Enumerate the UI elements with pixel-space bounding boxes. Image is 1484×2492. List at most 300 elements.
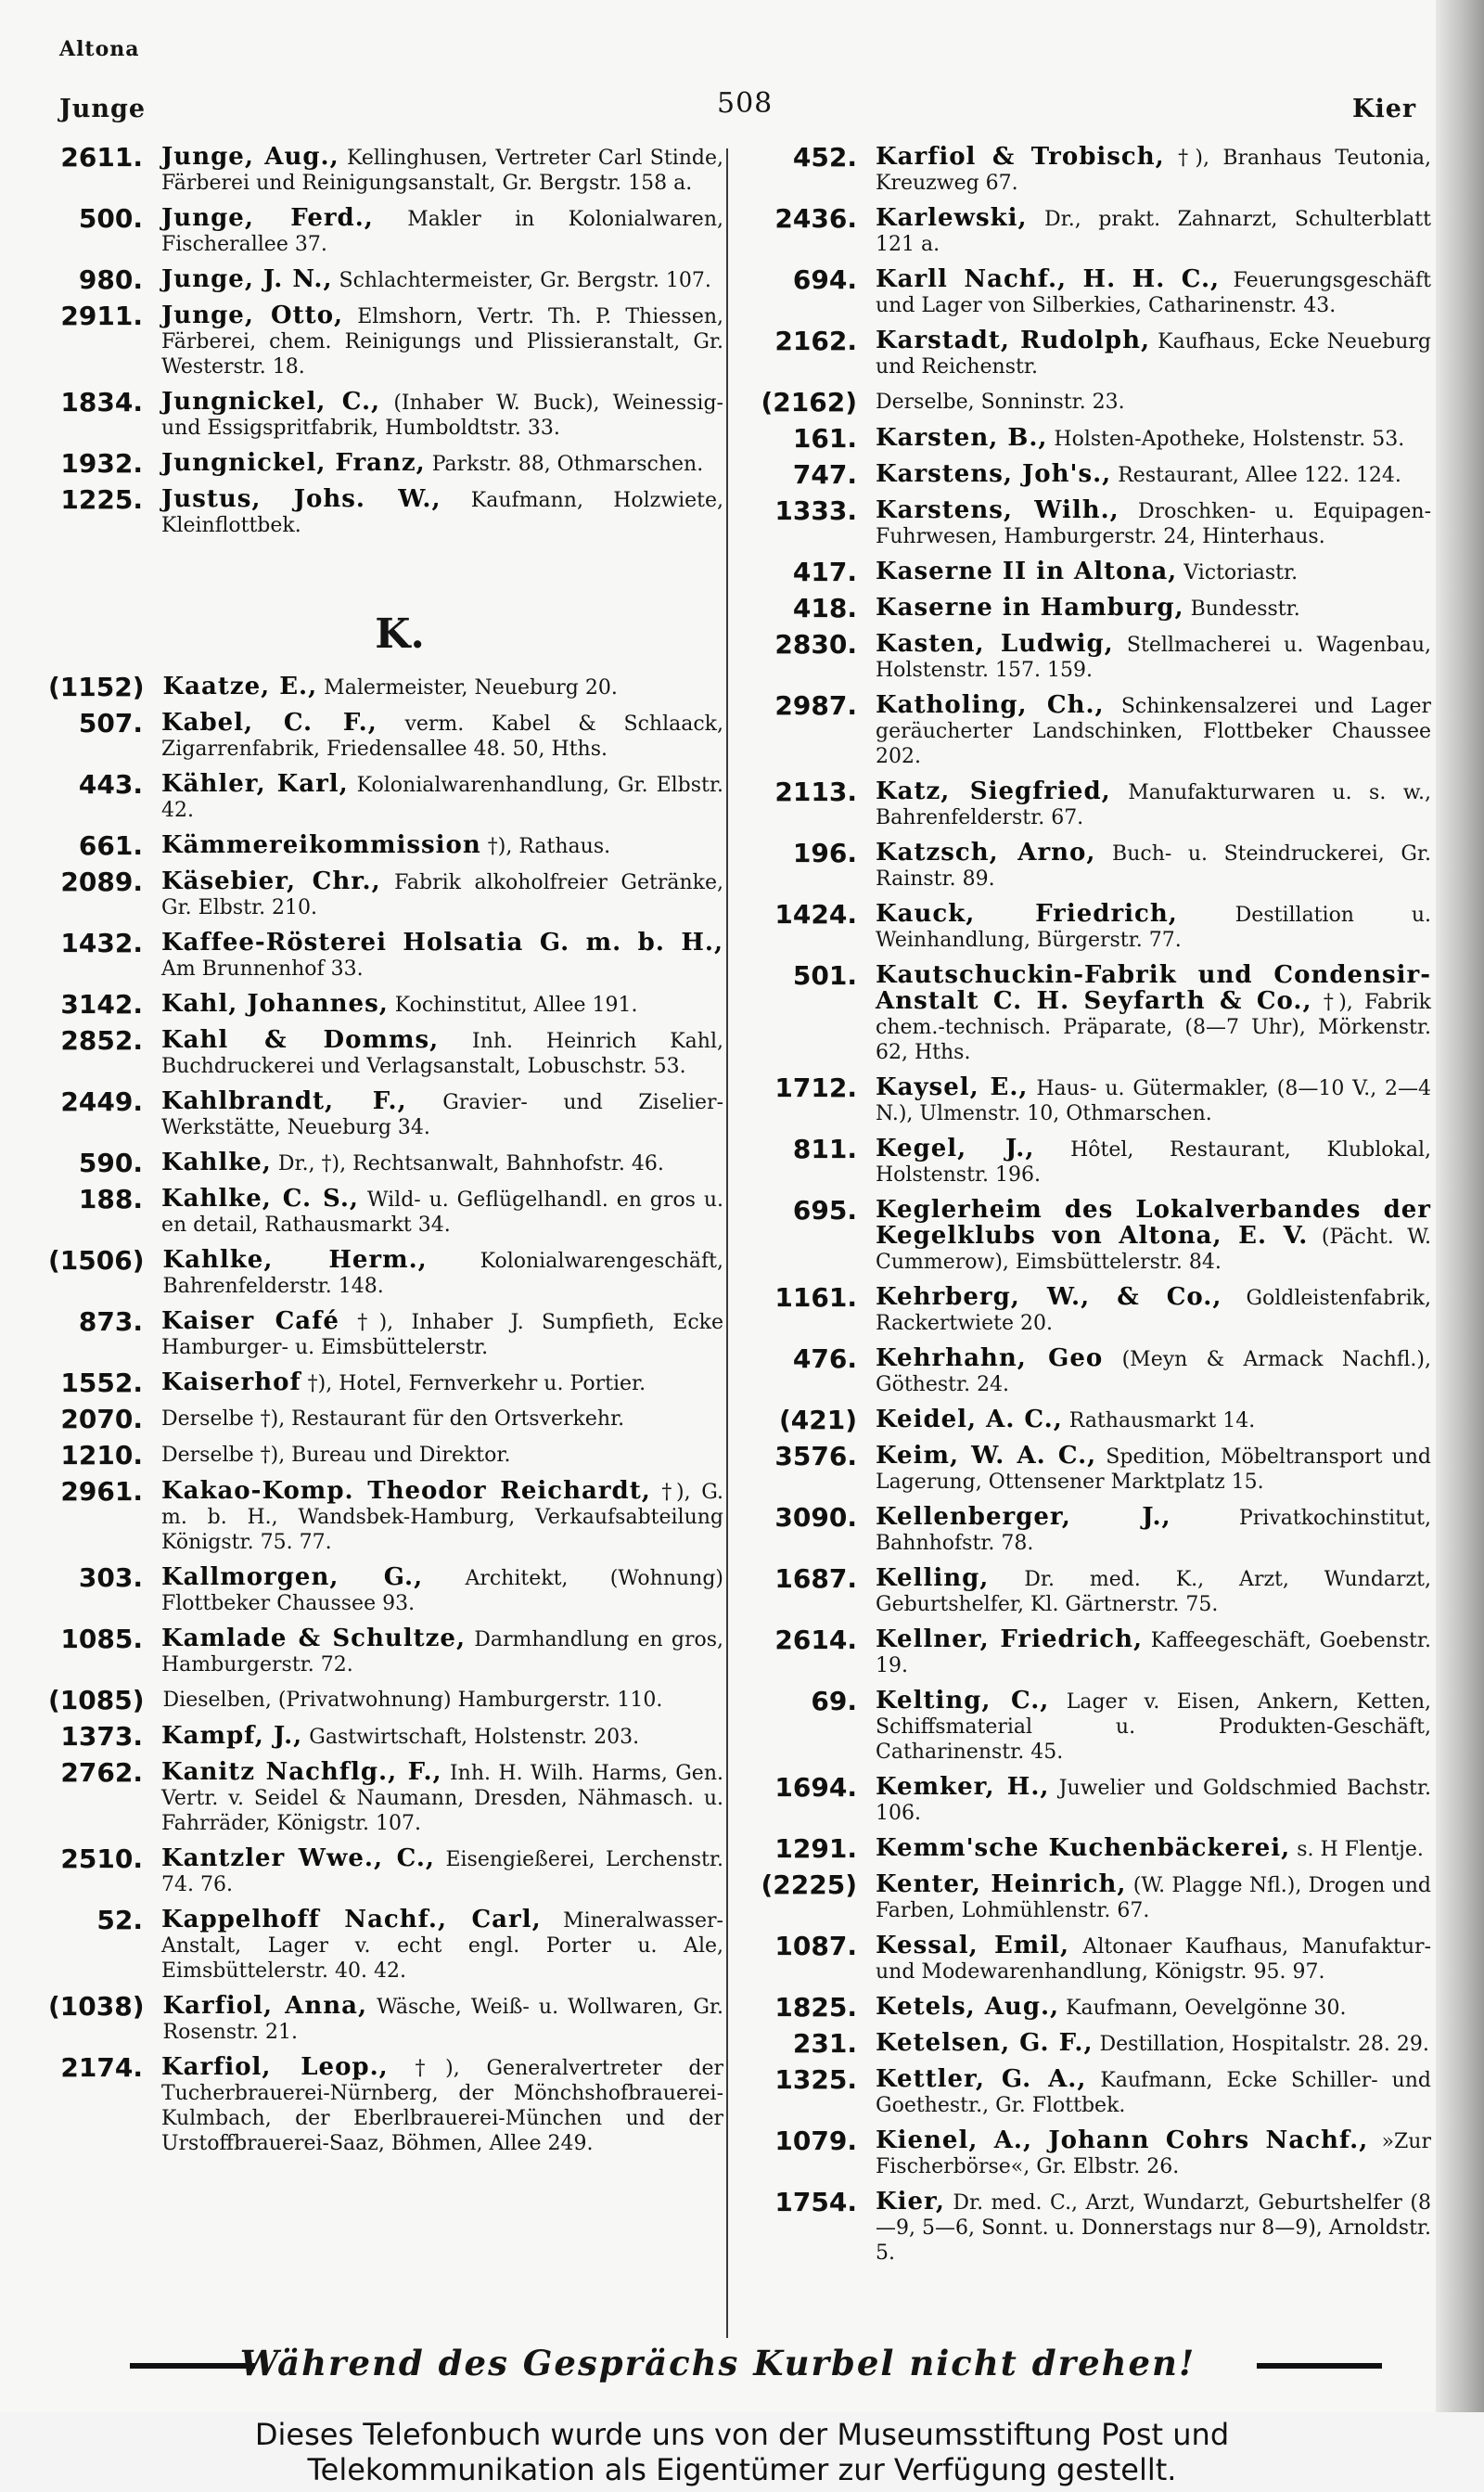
entry-body — [161, 145, 723, 196]
entry-details: Kaufmann, Holzwiete, Kleinflottbek. — [161, 489, 723, 537]
credit-line-2: Telekommunikation als Eigentümer zur Verfügung gestellt. — [307, 2452, 1177, 2487]
entry-name: Katholing, Ch., — [876, 691, 1105, 719]
entry-details: Stellmacherei u. Wagenbau, Holstenstr. 157. 159. — [876, 634, 1431, 682]
entry-name: Karfiol, Anna, — [162, 1992, 368, 2020]
entry-body — [876, 2067, 1431, 2118]
directory-entry — [48, 869, 723, 920]
phone-number: 1079. — [774, 2126, 857, 2156]
phone-number: 1161. — [774, 1282, 857, 1313]
entry-body — [161, 869, 723, 920]
phone-number: 2510. — [60, 1843, 143, 1874]
entry-body — [161, 992, 723, 1018]
entry-name: Kemker, H., — [876, 1773, 1050, 1801]
directory-entry — [48, 1476, 723, 1555]
entry-name: Kehrberg, W., & Co., — [876, 1283, 1222, 1311]
directory-entry — [759, 960, 1431, 1065]
directory-entry — [48, 1721, 723, 1752]
directory-entry — [48, 674, 723, 700]
directory-entry — [48, 448, 723, 479]
entry-name: Kienel, A., Johann Cohrs Nachf., — [876, 2126, 1369, 2154]
entry-details: Feuerungsgeschäft und Lager von Silberkies, Catharinenstr. 43. — [876, 269, 1431, 317]
directory-entry — [759, 328, 1431, 379]
entry-name: Kampf, J., — [161, 1722, 303, 1750]
entry-body — [876, 693, 1431, 769]
directory-entry — [759, 2064, 1431, 2118]
entry-name: Kähler, Karl, — [161, 770, 349, 798]
phone-number: 2611. — [60, 142, 143, 173]
phone-number: (2225) — [761, 1869, 857, 1900]
entry-details: Kaufhaus, Ecke Neueburg und Reichenstr. — [876, 330, 1431, 379]
entry-name: Keidel, A. C., — [876, 1406, 1063, 1433]
entry-details: Schinkensalzerei und Lager geräucherter Landschinken, Flottbeker Chaussee 202. — [876, 695, 1431, 768]
entry-name: Kabel, C. F., — [161, 709, 377, 737]
phone-number: 2162. — [774, 326, 857, 356]
phone-number: 52. — [96, 1905, 143, 1935]
entry-body — [876, 1627, 1431, 1678]
entry-details: Kaufmann, Ecke Schiller- und Goethestr., Gr. Flottbek. — [876, 2069, 1431, 2117]
entry-body — [161, 833, 723, 859]
directory-entry — [759, 629, 1431, 683]
phone-number: 1687. — [774, 1563, 857, 1594]
left-column — [48, 142, 724, 2166]
phone-number: 590. — [78, 1148, 143, 1178]
directory-entry — [48, 928, 723, 982]
entry-body — [161, 390, 723, 441]
entry-details: Kolonialwarenhandlung, Gr. Elbstr. 42. — [161, 774, 723, 822]
phone-number: 694. — [792, 264, 857, 295]
entry-body — [161, 1565, 723, 1616]
entry-body — [876, 596, 1431, 622]
entry-details: †), Hotel, Fernverkehr u. Portier. — [307, 1372, 646, 1395]
entry-body — [161, 1309, 723, 1360]
entry-name: Kasten, Ludwig, — [876, 630, 1114, 658]
entry-details: †), Inhaber J. Sumpfieth, Ecke Hamburger- u. Eimsbüttelerstr. — [161, 1311, 723, 1359]
right-column — [759, 142, 1432, 2276]
entry-details: Restaurant, Allee 122. 124. — [1118, 464, 1401, 487]
phone-number: 2070. — [60, 1404, 143, 1434]
footer-rule-right — [1257, 2363, 1382, 2369]
entry-body — [161, 487, 723, 538]
phone-number: 452. — [792, 142, 857, 173]
entry-details: (Inhaber W. Buck), Weinessig- und Essigspritfabrik, Humboldtstr. 33. — [161, 392, 723, 440]
phone-number: (1038) — [48, 1991, 145, 2022]
directory-entry — [759, 899, 1431, 953]
phone-number: 873. — [78, 1306, 143, 1337]
entry-name: Kakao-Komp. Theodor Reichardt, — [161, 1477, 651, 1505]
entry-body — [876, 963, 1431, 1065]
directory-entry — [48, 1905, 723, 1984]
entry-name: Kautschuckin-Fabrik und Condensir-Anstalt C. H. Seyfarth & Co., — [876, 961, 1431, 1015]
entry-details: Wäsche, Weiß- u. Wollwaren, Gr. Rosenstr. 21. — [162, 1996, 723, 2044]
phone-number: 1754. — [774, 2187, 857, 2217]
phone-number: 1432. — [60, 928, 143, 958]
entry-body — [876, 1137, 1431, 1188]
directory-entry — [48, 1245, 723, 1299]
entry-body — [876, 2190, 1431, 2266]
entry-details: Lager v. Eisen, Ankern, Ketten, Schiffsmaterial u. Produkten-Geschäft, Catharinenstr. 45. — [876, 1690, 1431, 1764]
directory-entry — [759, 142, 1431, 196]
phone-number: 1225. — [60, 484, 143, 515]
entry-body — [161, 303, 723, 379]
phone-number: 3576. — [774, 1441, 857, 1471]
entry-details: Goldleistenfabrik, Rackertwiete 20. — [876, 1287, 1432, 1335]
directory-entry — [48, 1440, 723, 1471]
entry-name: Karfiol, Leop., — [161, 2053, 389, 2081]
entry-details: Hôtel, Restaurant, Klublokal, Holstenstr. 196. — [876, 1138, 1431, 1187]
entry-body — [876, 2128, 1431, 2179]
directory-entry — [759, 838, 1431, 892]
entry-details: †), Fabrik chem.-technisch. Präparate, (8—7 Uhr), Mörkenstr. 62, Hths. — [876, 991, 1431, 1064]
directory-entry — [48, 1150, 723, 1176]
phone-number: 2987. — [774, 690, 857, 721]
directory-entry — [48, 1843, 723, 1897]
entry-details: Kochinstitut, Allee 191. — [394, 994, 638, 1017]
directory-entry — [48, 1685, 723, 1715]
entry-details: (W. Plagge Nfl.), Drogen und Farben, Lohmühlenstr. 67. — [876, 1874, 1432, 1922]
header-left-word: Junge — [59, 95, 147, 123]
directory-entry — [759, 2128, 1431, 2179]
entry-body — [161, 931, 723, 982]
entry-body — [876, 902, 1431, 953]
phone-number: (1085) — [48, 1685, 145, 1715]
entry-details: Wild- u. Geflügelhandl. en gros u. en detail, Rathausmarkt 34. — [161, 1188, 723, 1237]
phone-number: 1333. — [774, 495, 857, 526]
entry-body — [161, 1407, 723, 1432]
header-right-word: Kier — [1352, 95, 1417, 123]
phone-number: 2961. — [60, 1476, 143, 1507]
phone-number: 2089. — [60, 867, 143, 897]
entry-details: Gastwirtschaft, Holstenstr. 203. — [309, 1726, 640, 1749]
directory-entry — [48, 1991, 723, 2045]
phone-number: 2830. — [774, 629, 857, 660]
entry-details: Derselbe †), Bureau und Direktor. — [161, 1444, 511, 1467]
entry-name: Jungnickel, Franz, — [161, 449, 426, 477]
entry-details: Architekt, (Wohnung) Flottbeker Chaussee 93. — [161, 1567, 723, 1615]
entry-details: Fabrik alkoholfreier Getränke, Gr. Elbstr. 210. — [161, 871, 723, 919]
entry-body — [161, 1370, 723, 1396]
entry-name: Kappelhoff Nachf., Carl, — [161, 1906, 542, 1933]
entry-details: Parkstr. 88, Othmarschen. — [431, 453, 704, 476]
phone-number: (1152) — [48, 672, 145, 702]
entry-details: (Pächt. W. Cummerow), Eimsbüttelerstr. 84. — [876, 1226, 1432, 1274]
phone-number: 695. — [792, 1195, 857, 1226]
entry-body — [876, 1346, 1431, 1397]
entry-name: Kamlade & Schultze, — [161, 1625, 467, 1652]
directory-entry — [48, 1086, 723, 1140]
entry-body — [161, 1150, 723, 1176]
entry-details: Dr., †), Rechtsanwalt, Bahnhofstr. 46. — [277, 1152, 664, 1175]
entry-name: Karsten, B., — [876, 424, 1048, 452]
entry-details: Rathausmarkt 14. — [1068, 1409, 1256, 1432]
directory-entry — [759, 264, 1431, 318]
phone-number: 303. — [78, 1562, 143, 1593]
phone-number: 1424. — [774, 899, 857, 930]
entry-details: Mineralwasser-Anstalt, Lager v. echt engl. Porter u. Ale, Eimsbüttelerstr. 40. 42. — [161, 1909, 723, 1983]
phone-number: 2614. — [774, 1625, 857, 1655]
directory-entry — [48, 264, 723, 295]
directory-entry — [48, 1404, 723, 1434]
entry-details: Destillation u. Weinhandlung, Bürgerstr. 77. — [876, 904, 1431, 952]
phone-number: 476. — [792, 1343, 857, 1374]
phone-number: 747. — [792, 459, 857, 490]
entry-details: Dr. med. C., Arzt, Wundarzt, Geburtshelfer (8—9, 5—6, Sonnt. u. Donnerstags nur 8—9), Arnoldstr. 5. — [876, 2191, 1431, 2265]
entry-name: Kaatze, E., — [162, 673, 318, 700]
entry-details: Haus- u. Gütermakler, (8—10 V., 2—4 N.), Ulmenstr. 10, Othmarschen. — [876, 1077, 1432, 1125]
entry-body — [876, 145, 1431, 196]
entry-details: Makler in Kolonialwaren, Fischerallee 37. — [161, 208, 723, 256]
entry-body — [163, 1994, 723, 2045]
entry-body — [876, 426, 1431, 452]
entry-details: Buch- u. Steindruckerei, Gr. Rainstr. 89. — [876, 842, 1431, 891]
phone-number: 69. — [811, 1686, 857, 1716]
phone-number: 2852. — [60, 1025, 143, 1056]
directory-entry — [48, 303, 723, 379]
directory-entry — [759, 593, 1431, 623]
phone-number: 188. — [78, 1184, 143, 1214]
entry-name: Kenter, Heinrich, — [876, 1870, 1127, 1898]
entry-name: Karstens, Joh's., — [876, 460, 1112, 488]
entry-name: Kahl, Johannes, — [161, 990, 389, 1018]
entry-body — [876, 1505, 1431, 1556]
entry-details: Droschken- u. Equipagen-Fuhrwesen, Hamburgerstr. 24, Hinterhaus. — [876, 500, 1432, 548]
phone-number: 1087. — [774, 1931, 857, 1961]
entry-body — [876, 206, 1431, 257]
directory-entry — [759, 2028, 1431, 2059]
directory-entry — [759, 495, 1432, 549]
directory-entry — [759, 1441, 1431, 1495]
entry-body — [161, 772, 723, 823]
entry-details: Dr. med. K., Arzt, Wundarzt, Geburtshelfer, Kl. Gärtnerstr. 75. — [876, 1568, 1431, 1616]
credit-line-1: Dieses Telefonbuch wurde uns von der Museumsstiftung Post und — [254, 2417, 1230, 2452]
entry-details: †), Generalvertreter der Tucherbrauerei-Nürnberg, der Mönchshofbrauerei-Kulmbach, der Eberlbrauerei-München und der Urstoffbrauerei-Saaz, Böhmen, Allee 249. — [161, 2057, 723, 2155]
entry-body — [876, 1933, 1431, 1985]
phone-number: 1373. — [60, 1721, 143, 1752]
entry-details: Kaffeegeschäft, Goebenstr. 19. — [876, 1629, 1431, 1677]
entry-details: Kellinghusen, Vertreter Carl Stinde, Färberei und Reinigungsanstalt, Gr. Bergstr. 158 a. — [161, 147, 723, 195]
directory-entry — [48, 1626, 723, 1677]
entry-body — [876, 390, 1431, 415]
directory-entry — [48, 484, 723, 538]
entry-name: Karstadt, Rudolph, — [876, 327, 1151, 354]
entry-body — [161, 1724, 723, 1750]
directory-entry — [759, 1075, 1431, 1126]
entry-name: Kaserne in Hamburg, — [876, 594, 1184, 622]
entry-name: Kahlke, C. S., — [161, 1185, 359, 1213]
directory-entry — [48, 142, 723, 196]
entry-body — [161, 1028, 723, 1079]
phone-number: 1552. — [60, 1368, 143, 1398]
entry-name: Ketelsen, G. F., — [876, 2029, 1094, 2057]
phone-number: 507. — [78, 708, 143, 739]
phone-number: 1694. — [774, 1772, 857, 1803]
entry-name: Ketels, Aug., — [876, 1993, 1060, 2021]
directory-entry — [48, 203, 723, 257]
entry-details: Holsten-Apotheke, Holstenstr. 53. — [1054, 428, 1405, 451]
directory-entry — [759, 1282, 1432, 1336]
directory-entry — [48, 708, 724, 762]
directory-entry — [759, 1992, 1431, 2023]
entry-details: Kolonialwarengeschäft, Bahrenfelderstr. 148. — [162, 1250, 723, 1298]
directory-entry — [48, 830, 723, 861]
entry-body — [876, 1198, 1431, 1275]
entry-name: Katzsch, Arno, — [876, 839, 1096, 867]
footer-notice: Während des Gesprächs Kurbel nicht drehen! — [239, 2343, 1196, 2383]
entry-details: Spedition, Möbeltransport und Lagerung, Ottensener Marktplatz 15. — [876, 1445, 1431, 1494]
phone-number: 1325. — [774, 2064, 857, 2095]
entry-name: Kemm'sche Kuchenbäckerei, — [876, 1834, 1291, 1862]
entry-name: Katz, Siegfried, — [876, 777, 1111, 805]
phone-number: 196. — [792, 838, 857, 868]
entry-details: verm. Kabel & Schlaack, Zigarrenfabrik, Friedensallee 48. 50, Hths. — [161, 713, 724, 761]
directory-entry — [48, 1562, 723, 1616]
entry-name: Junge, Otto, — [161, 302, 344, 329]
entry-name: Kaiser Café — [161, 1307, 339, 1335]
entry-details: Elmshorn, Vertr. Th. P. Thiessen, Färberei, chem. Reinigungs und Plissieranstalt, Gr. Westerstr. 18. — [161, 305, 724, 379]
phone-number: 2762. — [60, 1757, 143, 1788]
directory-entry — [48, 2052, 723, 2156]
directory-entry — [759, 1869, 1432, 1923]
entry-details: Am Brunnenhof 33. — [161, 957, 364, 981]
entry-body — [876, 498, 1431, 549]
entry-name: Junge, Aug., — [161, 143, 339, 171]
entry-name: Kaiserhof — [161, 1368, 301, 1396]
entry-details: †), Branhaus Teutonia, Kreuzweg 67. — [876, 147, 1431, 195]
entry-name: Kelting, C., — [876, 1687, 1050, 1715]
directory-entry — [759, 1407, 1431, 1433]
directory-entry — [759, 1134, 1431, 1188]
directory-entry — [48, 1757, 723, 1836]
entry-body — [163, 1688, 723, 1713]
phone-number: 661. — [78, 830, 143, 861]
entry-name: Kessal, Emil, — [876, 1932, 1070, 1959]
phone-number: 1291. — [774, 1833, 857, 1864]
directory-entry — [759, 1933, 1431, 1985]
phone-number: 2113. — [774, 777, 857, 807]
entry-details: Juwelier und Goldschmied Bachstr. 106. — [876, 1777, 1431, 1825]
phone-number: 231. — [792, 2028, 857, 2059]
directory-entry — [759, 1195, 1432, 1275]
phone-number: 3142. — [60, 989, 143, 1020]
directory-entry — [48, 769, 723, 823]
phone-number: 500. — [78, 203, 143, 234]
entry-body — [161, 1626, 723, 1677]
directory-entry — [759, 1563, 1431, 1617]
directory-entry — [759, 559, 1431, 585]
directory-entry — [759, 779, 1431, 830]
directory-entry — [48, 1370, 723, 1396]
entry-details: Derselbe, Sonninstr. 23. — [876, 391, 1125, 414]
phone-number: (421) — [778, 1405, 857, 1435]
entry-name: Kehrhahn, Geo — [876, 1344, 1104, 1372]
entry-body — [161, 451, 723, 477]
phone-number: 980. — [78, 264, 143, 295]
column-divider — [726, 148, 728, 2338]
entry-name: Junge, Ferd., — [161, 204, 374, 232]
directory-entry — [759, 690, 1431, 769]
entry-name: Kelling, — [876, 1564, 990, 1592]
phone-number: 2174. — [60, 2052, 143, 2083]
entry-body — [161, 1443, 723, 1468]
entry-details: Dr., prakt. Zahnarzt, Schulterblatt 121 a. — [876, 208, 1431, 256]
entry-name: Karll Nachf., H. H. C., — [876, 265, 1221, 293]
entry-details: Altonaer Kaufhaus, Manufaktur- und Modewarenhandlung, Königstr. 95. 97. — [876, 1935, 1432, 1984]
entry-body — [161, 2055, 723, 2156]
entry-name: Kahlbrandt, F., — [161, 1087, 407, 1115]
entry-body — [161, 1187, 723, 1238]
directory-entry — [48, 989, 723, 1020]
entry-body — [161, 206, 723, 257]
entry-body — [163, 674, 723, 700]
entry-body — [876, 1285, 1431, 1336]
phone-number: 418. — [792, 593, 857, 623]
entry-details: †), G. m. b. H., Wandsbek-Hamburg, Verkaufsabteilung Königstr. 75. 77. — [161, 1481, 723, 1554]
entry-details: Destillation, Hospitalstr. 28. 29. — [1099, 2033, 1429, 2056]
entry-body — [161, 1089, 723, 1140]
directory-entry — [759, 203, 1431, 257]
phone-number: 2911. — [60, 301, 143, 331]
entry-details: †), Rathaus. — [487, 835, 611, 858]
entry-name: Kahl & Domms, — [161, 1026, 440, 1054]
entry-body — [161, 1908, 723, 1984]
phone-number: 1210. — [60, 1440, 143, 1471]
directory-entry — [759, 423, 1431, 454]
entry-name: Jungnickel, C., — [161, 388, 381, 416]
entry-name: Kanitz Nachflg., F., — [161, 1758, 442, 1786]
entry-name: Karlewski, — [876, 204, 1028, 232]
entry-name: Kahlke, — [161, 1149, 272, 1176]
directory-entry — [48, 1306, 723, 1360]
entry-name: Keim, W. A. C., — [876, 1442, 1097, 1470]
phone-number: (1506) — [48, 1245, 145, 1276]
entry-name: Kellenberger, J., — [876, 1503, 1171, 1531]
entry-body — [876, 1075, 1431, 1126]
entry-body — [876, 2031, 1431, 2057]
entry-body — [876, 1872, 1431, 1923]
entry-details: Manufakturwaren u. s. w., Bahrenfelderstr. 67. — [876, 781, 1431, 829]
entry-details: Victoriastr. — [1183, 561, 1298, 584]
entry-name: Kellner, Friedrich, — [876, 1625, 1144, 1653]
phone-number: 1834. — [60, 387, 143, 417]
header-city: Altona — [59, 37, 140, 61]
entry-body — [161, 267, 723, 293]
entry-name: Junge, J. N., — [161, 265, 333, 293]
credit-banner — [0, 2412, 1484, 2492]
entry-body — [161, 1479, 723, 1555]
entry-details: Privatkochinstitut, Bahnhofstr. 78. — [876, 1507, 1431, 1555]
entry-details: (Meyn & Armack Nachfl.), Göthestr. 24. — [876, 1348, 1431, 1396]
entry-name: Kaffee-Rösterei Holsatia G. m. b. H., — [161, 929, 723, 957]
phone-number: 443. — [78, 769, 143, 800]
directory-entry — [759, 1833, 1431, 1864]
entry-details: s. H Flentje. — [1297, 1838, 1424, 1861]
directory-entry — [759, 459, 1431, 490]
entry-details: Eisengießerei, Lerchenstr. 74. 76. — [161, 1848, 723, 1896]
entry-name: Kahlke, Herm., — [162, 1246, 428, 1274]
entry-body — [876, 1836, 1431, 1862]
phone-number: 501. — [792, 960, 857, 991]
entry-name: Karstens, Wilh., — [876, 496, 1119, 524]
entry-body — [876, 779, 1431, 830]
entry-details: Kaufmann, Oevelgönne 30. — [1066, 1997, 1347, 2020]
entry-body — [876, 1775, 1431, 1826]
entry-body — [876, 1407, 1431, 1433]
entry-name: Kaysel, E., — [876, 1073, 1029, 1101]
entry-body — [876, 1995, 1431, 2021]
entry-name: Keglerheim des Lokalverbandes der Kegelklubs von Altona, E. V. — [876, 1196, 1431, 1250]
entry-body — [876, 1444, 1431, 1495]
entry-name: Kier, — [876, 2188, 945, 2216]
phone-number: 1825. — [774, 1992, 857, 2023]
